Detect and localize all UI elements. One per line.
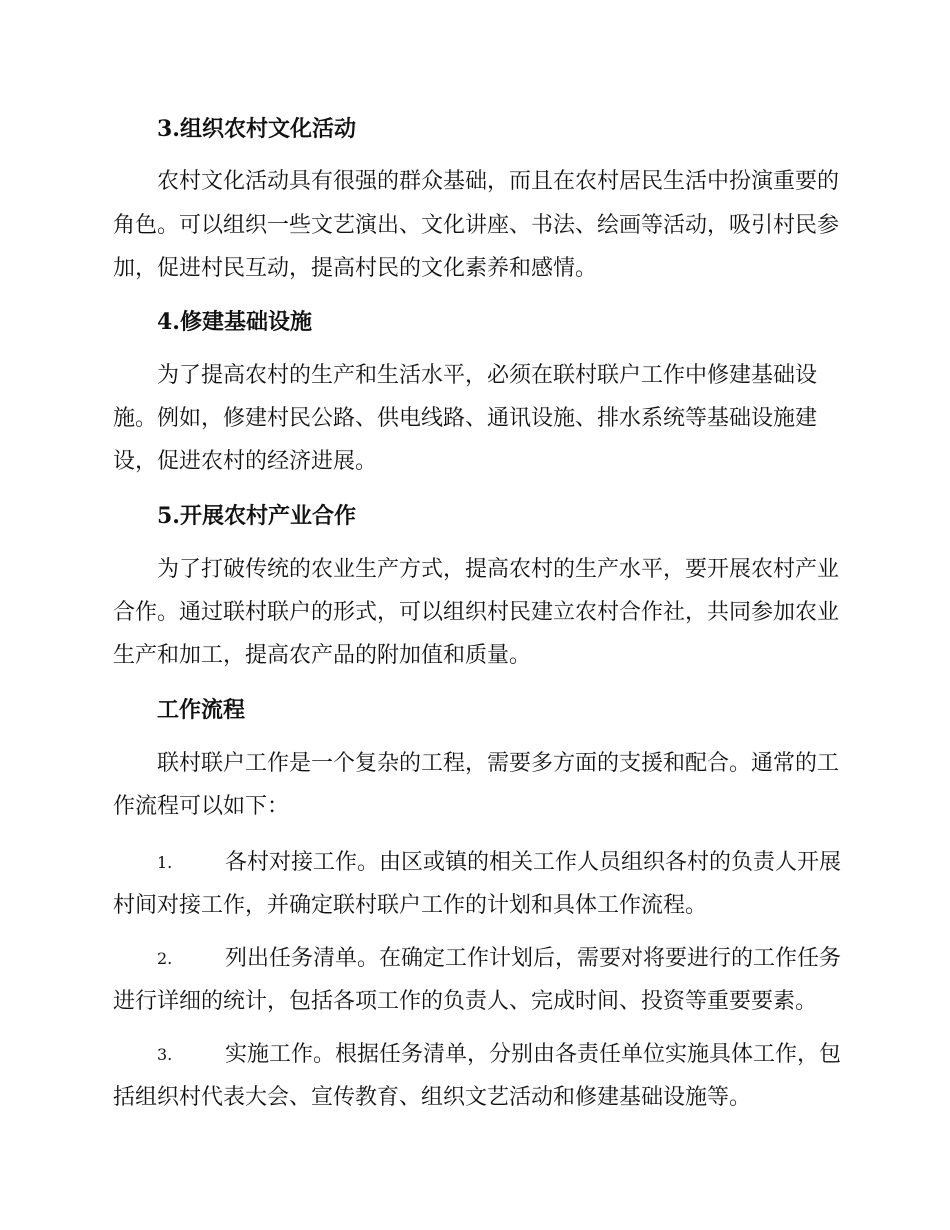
step-text-continued: 括组织村代表大会、宣传教育、组织文艺活动和修建基础设施等。	[113, 1085, 752, 1110]
paragraph-line: 农村文化活动具有很强的群众基础，而且在农村居民生活中扮演重要的	[157, 169, 840, 194]
step-text: 列出任务清单。在确定工作计划后，需要对将要进行的工作任务	[225, 946, 842, 971]
step-text: 实施工作。根据任务清单，分别由各责任单位实施具体工作，包	[225, 1042, 842, 1067]
paragraph-line: 加，促进村民互动，提高村民的文化素养和感情。	[113, 256, 598, 281]
step-number: 1.	[157, 853, 173, 872]
section-heading-workflow: 工作流程	[157, 697, 246, 723]
paragraph-line: 角色。可以组织一些文艺演出、文化讲座、书法、绘画等活动，吸引村民参	[113, 213, 840, 238]
paragraph-line: 为了提高农村的生产和生活水平，必须在联村联户工作中修建基础设	[157, 363, 818, 388]
paragraph-line: 施。例如，修建村民公路、供电线路、通讯设施、排水系统等基础设施建	[113, 406, 818, 431]
paragraph-line: 作流程可以如下：	[113, 794, 290, 819]
paragraph-line: 合作。通过联村联户的形式，可以组织村民建立农村合作社，共同参加农业	[113, 600, 840, 625]
section-heading-5: 5.开展农村产业合作	[157, 503, 356, 529]
section-heading-3: 3.组织农村文化活动	[157, 116, 356, 142]
paragraph-line: 生产和加工，提高农产品的附加值和质量。	[113, 643, 532, 668]
paragraph-line: 联村联户工作是一个复杂的工程，需要多方面的支援和配合。通常的工	[157, 751, 840, 776]
section-heading-4: 4.修建基础设施	[157, 309, 312, 335]
step-number: 3.	[157, 1045, 173, 1064]
paragraph-line: 设，促进农村的经济进展。	[113, 449, 378, 474]
step-number: 2.	[157, 949, 173, 968]
step-text-continued: 进行详细的统计，包括各项工作的负责人、完成时间、投资等重要要素。	[113, 989, 818, 1014]
paragraph-line: 为了打破传统的农业生产方式，提高农村的生产水平，要开展农村产业	[157, 557, 840, 582]
step-text-continued: 村间对接工作，并确定联村联户工作的计划和具体工作流程。	[113, 893, 708, 918]
step-text: 各村对接工作。由区或镇的相关工作人员组织各村的负责人开展	[225, 850, 842, 875]
